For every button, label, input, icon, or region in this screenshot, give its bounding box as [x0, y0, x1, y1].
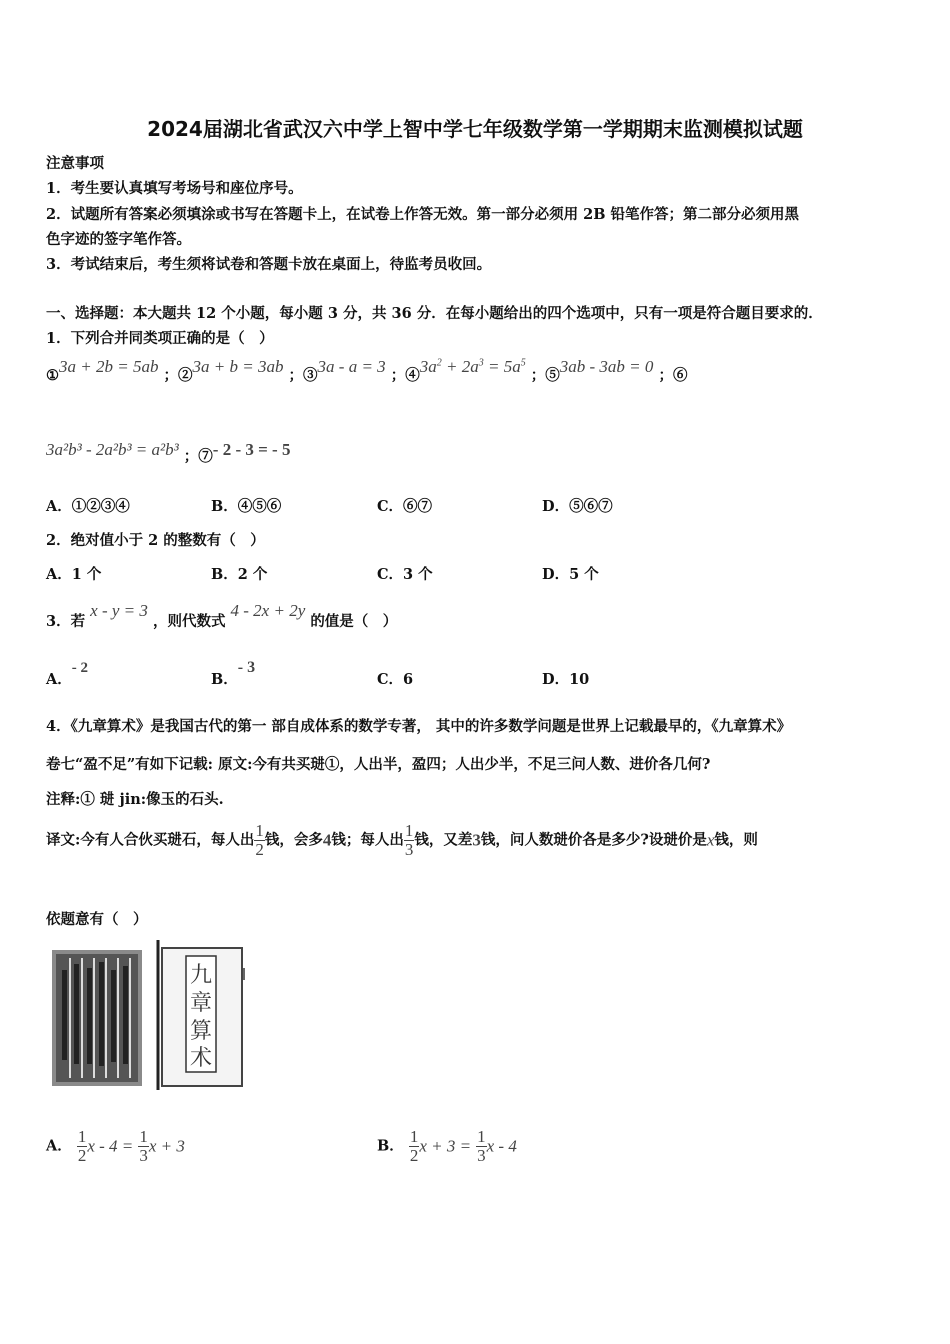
q1-choices-line [46, 357, 688, 385]
notice-item-3: 3．考试结束后，考生须将试卷和答题卡放在桌面上，待监考员收回。 [46, 256, 492, 273]
q1-option-a[interactable]: A．①②③④ [46, 498, 130, 515]
q1-expr-6: 3a²b³ - 2a²b³ = a²b³ [46, 440, 179, 459]
q4-line-1: 4．《九章算术》是我国古代的第一 部自成体系的数学专著， 其中的许多数学问题是世界上记载最早的，《九章算术》 [46, 718, 792, 735]
q1-c7: ；⑦ [183, 448, 213, 465]
frac-third: $\frac{1}{3}$ [404, 821, 414, 859]
frac-half: $\frac{1}{2}$ [255, 821, 264, 859]
q2-option-a[interactable]: A．1 个 [46, 566, 102, 583]
q3-option-d[interactable]: D．10 [542, 671, 590, 688]
q1-expr-1: 3a + 2b = 5ab [59, 357, 159, 376]
q2-option-c[interactable]: C．3 个 [377, 566, 433, 583]
book-char-4: 术 [189, 1046, 213, 1071]
q3-stem: 3．若 x - y = 3 ，则代数式 4 - 2x + 2y 的值是（ ） [46, 601, 398, 630]
q1-c4: ；④ [390, 367, 420, 384]
q2-option-b[interactable]: B．2 个 [211, 566, 268, 583]
book-char-2: 章 [189, 991, 213, 1016]
notice-item-2: 2．试题所有答案必须填涂或书写在答题卡上，在试卷上作答无效。第一部分必须用 2B 铅笔作答；第二部分必须用黑 [46, 206, 800, 223]
q1-c5: ；⑤ [530, 367, 560, 384]
q4-option-a[interactable]: A． $\frac{1}{2}$ x - 4 = $\frac{1}{3}$ x + 3 [46, 1127, 185, 1165]
book-char-3: 算 [189, 1019, 213, 1044]
notice-item-1: 1．考生要认真填写考场号和座位序号。 [46, 180, 303, 197]
q1-expr-2: 3a + b = 3ab [192, 357, 284, 376]
section-heading: 一、选择题：本大题共 12 个小题，每小题 3 分，共 36 分．在每小题给出的四个选项中，只有一项是符合题目要求的． [46, 305, 823, 322]
book-illustration [50, 940, 246, 1090]
q1-option-d[interactable]: D．⑤⑥⑦ [542, 498, 613, 515]
q1-c6: ；⑥ [658, 367, 688, 384]
q4-line-2: 卷七“盈不足”有如下记载: 原文:今有共买琎①，人出半，盈四；人出少半，不足三问人数、进价各几何? [46, 756, 711, 773]
q1-option-b[interactable]: B．④⑤⑥ [211, 498, 282, 515]
q4-line-5: 依题意有（ ） [46, 911, 148, 928]
book-image [50, 940, 246, 1090]
q1-expr-4: $3a^2 + 2a^3 = 5a^5$ [419, 357, 526, 376]
q4-option-b[interactable]: B． $\frac{1}{2}$ x + 3 = $\frac{1}{3}$ x - 4 [377, 1127, 517, 1165]
q4-line-3: 注释:① 琎 jin:像玉的石头. [46, 791, 224, 808]
q2-stem: 2．绝对值小于 2 的整数有（ ） [46, 532, 265, 549]
q1-c2: ；② [163, 367, 193, 384]
q1-expr-5: 3ab - 3ab = 0 [559, 357, 654, 376]
q3-expr-1: x - y = 3 [90, 601, 148, 620]
page-title: 2024届湖北省武汉六中学上智中学七年级数学第一学期期末监测模拟试题 [147, 117, 803, 141]
q1-stem: 1．下列合并同类项正确的是（ ） [46, 330, 274, 347]
q1-choices-line-2 [46, 440, 291, 466]
q2-option-d[interactable]: D．5 个 [542, 566, 599, 583]
q3-option-a[interactable]: A．- 2 [46, 660, 89, 688]
q3-option-c[interactable]: C．6 [377, 671, 414, 688]
q1-expr-7: - 2 - 3 = - 5 [212, 440, 291, 459]
q1-expr-3: 3a - a = 3 [317, 357, 386, 376]
book-char-1: 九 [189, 963, 213, 988]
q4-line-4: 译文:今有人合伙买琎石，每人出 $\frac{1}{2}$ 钱，会多4钱；每人出 $\frac{1}{3}$ 钱，又差3钱，问人数琎价各是多少?设琎价是x钱，则 [46, 821, 758, 859]
q1-option-c[interactable]: C．⑥⑦ [377, 498, 433, 515]
q1-c1: ① [46, 367, 59, 384]
notice-heading: 注意事项 [46, 155, 104, 172]
q1-c3: ；③ [288, 367, 318, 384]
q3-expr-2: 4 - 2x + 2y [230, 601, 306, 620]
notice-item-2-cont: 色字迹的签字笔作答。 [46, 231, 191, 248]
q3-option-b[interactable]: B．- 3 [211, 659, 256, 688]
